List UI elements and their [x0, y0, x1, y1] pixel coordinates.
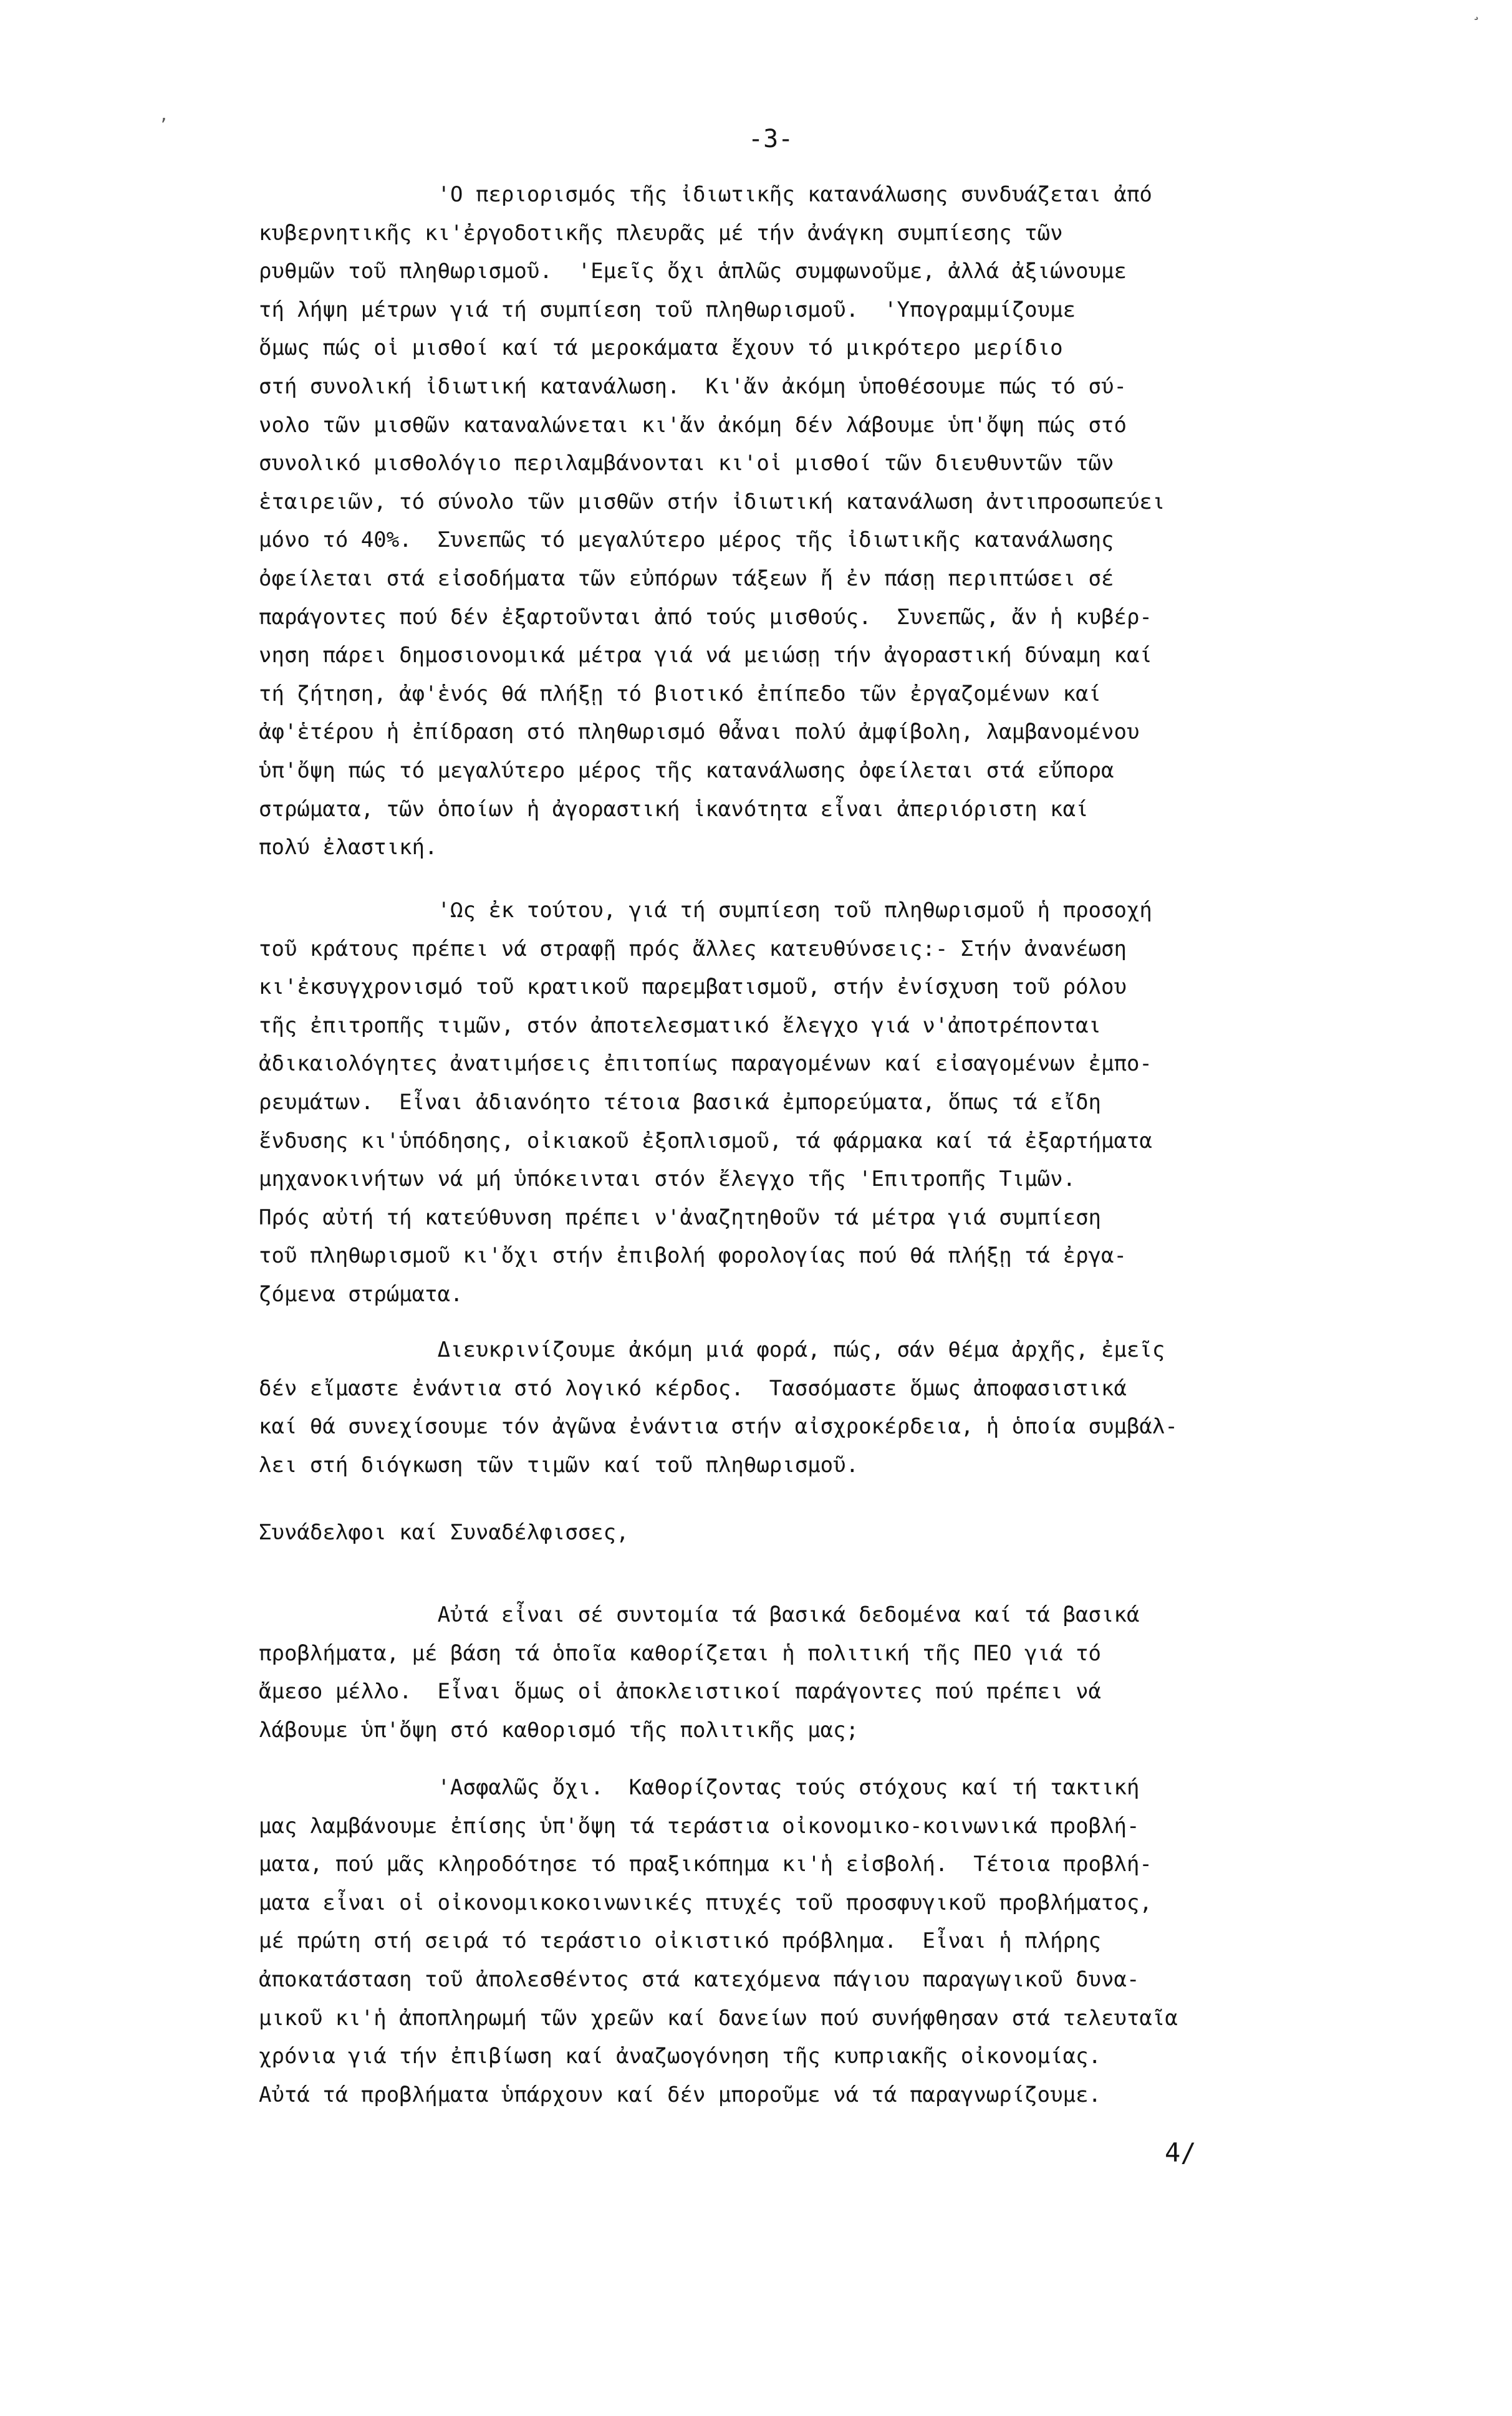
scan-speck: , [159, 106, 169, 125]
paragraph-private-consumption: 'Ο περιορισμός τῆς ἰδιωτικῆς κατανάλωσης συνδυάζεται ἀπό κυβερνητικῆς κι'ἐργοδοτικῆς πλευρᾶς μέ τήν ἀνάγκη συμπίεσης τῶν ρυθμῶν τοῦ πληθωρισμοῦ. 'Εμεῖς ὄχι ἁπλῶς συμφωνοῦμε, ἀλλά ἀξιώνουμε τή λήψη μέτρων γιά τή συμπίεση τοῦ πληθωρισμοῦ. 'Υπογραμμίζουμε ὅμως πώς οἱ μισθοί καί τά μεροκάματα ἔχουν τό μικρότερο μερίδιο στή συνολική ἰδιωτική κατανάλωση. Κι'ἄν ἀκόμη ὑποθέσουμε πώς τό σύ- νολο τῶν μισθῶν καταναλώνεται κι'ἄν ἀκόμη δέν λάβουμε ὑπ'ὄψη πώς στό συνολικό μισθολόγιο περιλαμβάνονται κι'οἱ μισθοί τῶν διευθυντῶν τῶν ἑταιρειῶν, τό σύνολο τῶν μισθῶν στήν ἰδιωτική κατανάλωση ἀντιπροσωπεύει μόνο τό 40%. Συνεπῶς τό μεγαλύτερο μέρος τῆς ἰδιωτικῆς κατανάλωσης ὀφείλεται στά εἰσοδήματα τῶν εὐπόρων τάξεων ἤ ἐν πάσῃ περιπτώσει σέ παράγοντες πού δέν ἐξαρτοῦνται ἀπό τούς μισθούς. Συνεπῶς, ἄν ἡ κυβέρ- νηση πάρει δημοσιονομικά μέτρα γιά νά μειώσῃ τήν ἀγοραστική δύναμη καί τή ζήτηση, ἀφ'ἑνός θά πλήξῃ τό βιοτικό ἐπίπεδο τῶν ἐργαζομένων καί ἀφ'ἑτέρου ἡ ἐπίδραση στό πληθωρισμό θἆναι πολύ ἀμφίβολη, λαμβανομένου ὑπ'ὄψη πώς τό μεγαλύτερο μέρος τῆς κατανάλωσης ὀφείλεται στά εὔπορα στρώματα, τῶν ὁποίων ἡ ἀγοραστική ἱκανότητα εἶναι ἀπεριόριστη καί πολύ ἐλαστική. [259, 182, 1165, 860]
continuation-marker: 4/ [1165, 2137, 1197, 2168]
scan-speck: ¸ [1471, 2, 1481, 21]
salutation: Συνάδελφοι καί Συναδέλφισσες, [259, 1520, 629, 1545]
paragraph-state-measures: 'Ως ἐκ τούτου, γιά τή συμπίεση τοῦ πληθωρισμοῦ ἡ προσοχή τοῦ κράτους πρέπει νά στραφῇ πρός ἄλλες κατευθύνσεις:- Στήν ἀνανέωση κι'ἐκσυγχρονισμό τοῦ κρατικοῦ παρεμβατισμοῦ, στήν ἐνίσχυση τοῦ ρόλου τῆς ἐπιτροπῆς τιμῶν, στόν ἀποτελεσματικό ἔλεγχο γιά ν'ἀποτρέπονται ἀδικαιολόγητες ἀνατιμήσεις ἐπιτοπίως παραγομένων καί εἰσαγομένων ἐμπο- ρευμάτων. Εἶναι ἀδιανόητο τέτοια βασικά ἐμπορεύματα, ὅπως τά εἴδη ἔνδυσης κι'ὑπόδησης, οἰκιακοῦ ἐξοπλισμοῦ, τά φάρμακα καί τά ἐξαρτήματα μηχανοκινήτων νά μή ὑπόκεινται στόν ἔλεγχο τῆς 'Επιτροπῆς Τιμῶν. Πρός αὐτή τή κατεύθυνση πρέπει ν'ἀναζητηθοῦν τά μέτρα γιά συμπίεση τοῦ πληθωρισμοῦ κι'ὄχι στήν ἐπιβολή φορολογίας πού θά πλήξῃ τά ἐργα- ζόμενα στρώματα. [259, 898, 1152, 1307]
paragraph-socioeconomic-problems: 'Ασφαλῶς ὄχι. Καθορίζοντας τούς στόχους καί τή τακτική μας λαμβάνουμε ἐπίσης ὑπ'ὄψη τά τεράστια οἰκονομικο-κοινωνικά προβλή- ματα, πού μᾶς κληροδότησε τό πραξικόπημα κι'ἡ εἰσβολή. Τέτοια προβλή- ματα εἶναι οἱ οἰκονομικοκοινωνικές πτυχές τοῦ προσφυγικοῦ προβλήματος, μέ πρώτη στή σειρά τό τεράστιο οἰκιστικό πρόβλημα. Εἶναι ἡ πλήρης ἀποκατάσταση τοῦ ἀπολεσθέντος στά κατεχόμενα πάγιου παραγωγικοῦ δυνα- μικοῦ κι'ἡ ἀποπληρωμή τῶν χρεῶν καί δανείων πού συνήφθησαν στά τελευταῖα χρόνια γιά τήν ἐπιβίωση καί ἀναζωογόνηση τῆς κυπριακῆς οἰκονομίας. Αὐτά τά προβλήματα ὑπάρχουν καί δέν μποροῦμε νά τά παραγνωρίζουμε. [259, 1775, 1178, 2107]
paragraph-profit: Διευκρινίζουμε ἀκόμη μιά φορά, πώς, σάν θέμα ἀρχῆς, ἐμεῖς δέν εἴμαστε ἐνάντια στό λογικό κέρδος. Τασσόμαστε ὅμως ἀποφασιστικά καί θά συνεχίσουμε τόν ἀγῶνα ἐνάντια στήν αἰσχροκέρδεια, ἡ ὁποία συμβάλ- λει στή διόγκωση τῶν τιμῶν καί τοῦ πληθωρισμοῦ. [259, 1337, 1178, 1478]
paragraph-basic-data: Αὐτά εἶναι σέ συντομία τά βασικά δεδομένα καί τά βασικά προβλήματα, μέ βάση τά ὁποῖα καθορίζεται ἡ πολιτική τῆς ΠΕΟ γιά τό ἄμεσο μέλλο. Εἶναι ὅμως οἱ ἀποκλειστικοί παράγοντες πού πρέπει νά λάβουμε ὑπ'ὄψη στό καθορισμό τῆς πολιτικῆς μας; [259, 1602, 1140, 1743]
page-number: -3- [748, 125, 794, 153]
